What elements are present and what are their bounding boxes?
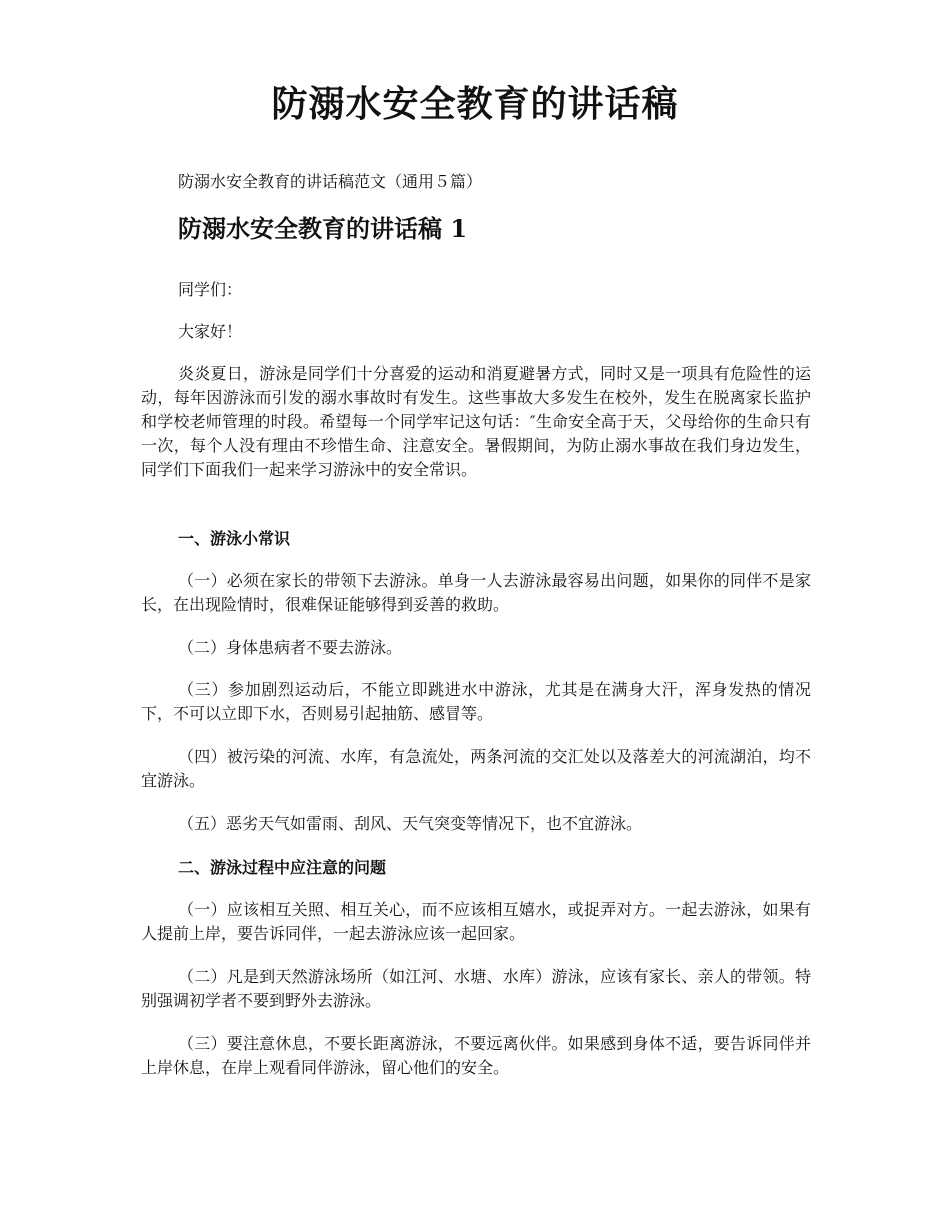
document-subtitle: 防溺水安全教育的讲话稿范文（通用５篇） (178, 172, 483, 191)
part1-item-5: （五）恶劣天气如雷雨、刮风、天气突变等情况下，也不宜游泳。 (178, 814, 643, 833)
part1-item-3: （三）参加剧烈运动后，不能立即跳进水中游泳，尤其是在满身大汗，浑身发热的情况下，不可以立即下水，否则易引起抽筋、感冒等。 (141, 680, 811, 723)
part1-item-1: （一）必须在家长的带领下去游泳。单身一人去游泳最容易出问题，如果你的同伴不是家长，在出现险情时，很难保证能够得到妥善的救助。 (141, 571, 811, 614)
part2-heading: 二、游泳过程中应注意的问题 (178, 858, 387, 877)
part2-item-1: （一）应该相互关照、相互关心，而不应该相互嬉水，或捉弄对方。一起去游泳，如果有人提前上岸，要告诉同伴，一起去游泳应该一起回家。 (141, 900, 811, 943)
document-title: 防溺水安全教育的讲话稿 (271, 83, 679, 125)
greeting-paragraph: 同学们： (178, 280, 243, 299)
part1-item-4: （四）被污染的河流、水库，有急流处，两条河流的交汇处以及落差大的河流湖泊，均不宜游泳。 (141, 747, 811, 790)
intro-paragraph: 炎炎夏日，游泳是同学们十分喜爱的运动和消夏避暑方式，同时又是一项具有危险性的运动，每年因游泳而引发的溺水事故时有发生。这些事故大多发生在校外，发生在脱离家长监护和学校老师管理的时段。希望每一个同学牢记这句话：″生命安全高于天，父母给你的生命只有一次，每个人没有理由不珍惜生命、注意安全。暑假期间，为防止溺水事故在我们身边发生，同学们下面我们一起来学习游泳中的安全常识。 (141, 364, 811, 479)
part2-item-3: （三）要注意休息，不要长距离游泳，不要远离伙伴。如果感到身体不适，要告诉同伴并上岸休息，在岸上观看同伴游泳，留心他们的安全。 (141, 1034, 811, 1077)
part1-heading: 一、游泳小常识 (178, 529, 291, 548)
section-title: 防溺水安全教育的讲话稿 1 (178, 214, 468, 243)
hello-paragraph: 大家好！ (178, 322, 243, 341)
part2-item-2: （二）凡是到天然游泳场所（如江河、水塘、水库）游泳，应该有家长、亲人的带领。特别强调初学者不要到野外去游泳。 (141, 967, 811, 1010)
part1-item-2: （二）身体患病者不要去游泳。 (178, 638, 403, 657)
